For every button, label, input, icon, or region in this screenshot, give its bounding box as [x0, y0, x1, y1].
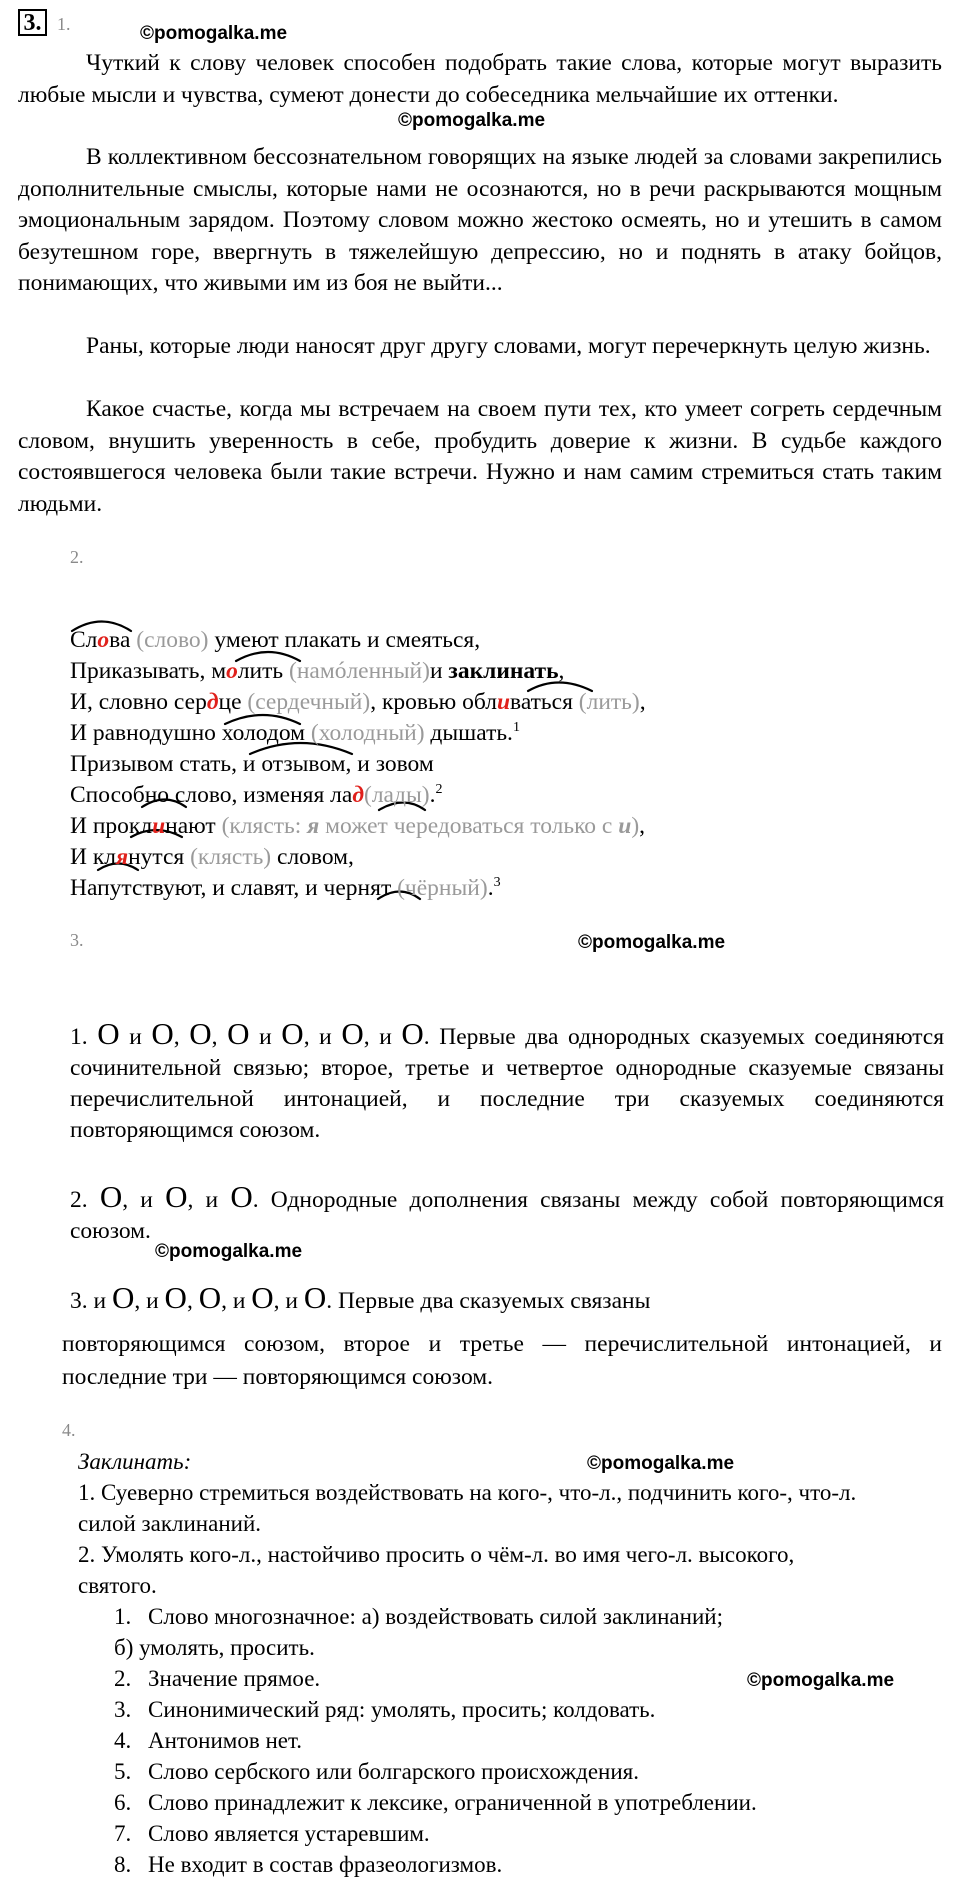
homogeneous-scheme [97, 1016, 430, 1051]
poem-text: И, словно сер [70, 689, 207, 715]
scheme-part: , [211, 1024, 228, 1050]
item-number: 2. [114, 1666, 132, 1691]
scheme-part: . [423, 1024, 430, 1050]
poem-text: . [487, 875, 494, 901]
scheme-part: и [93, 1288, 112, 1314]
item-text: Значение прямое. [148, 1666, 321, 1691]
section2-label: 2. [70, 547, 84, 567]
item-text: Синонимический ряд: умолять, просить; колдовать. [148, 1697, 656, 1722]
check-letter: и [618, 813, 632, 839]
paragraph-2: В коллективном бессознательном говорящих на языке людей за словами закрепились дополнительные смыслы, которые нами не осознаются, но в речи раскрываются мощным эмоциональным зарядом. Поэтому словом можно жестоко осмеять, но и утешить в самом безутешном горе, ввергнуть в тяжелейшую депрессию, но и поднять в атаку бойцов, понимающих, что живыми им из боя не выйти... [18, 144, 942, 296]
check-word: (клясть) [190, 844, 272, 870]
paragraph-1: Чуткий к слову человек способен подобрать такие слова, которые могут выразить любые мысли и чувства, сумеют донести до собеседника мельчайшие их оттенки. [18, 50, 942, 108]
poem-text: . [429, 782, 436, 808]
vowel-highlight: и [152, 813, 166, 839]
vowel-highlight: и [496, 689, 511, 715]
poem-text: ваться [510, 689, 579, 715]
footnote-mark: 1 [512, 720, 520, 736]
answer-number: 2. [70, 1187, 88, 1213]
poem-line-2 [70, 656, 646, 687]
poem-text: И кл [70, 844, 116, 870]
answer-number: 1. [70, 1024, 88, 1050]
paragraph-4: Какое счастье, когда мы встречаем на своем пути тех, кто умеет согреть сердечным словом, внушить уверенность в себе, пробудить доверие к жизни. В судьбе каждого состоявшегося человека были такие встречи. Нужно и нам самим стремиться стать таким людьми. [18, 396, 942, 517]
answer-1 [70, 1018, 944, 1146]
poem-text: Призывом стать, и отзывом, и зовом [70, 751, 434, 777]
scheme-part: О [303, 1280, 327, 1315]
scheme-part: О [189, 1016, 212, 1051]
scheme-part: О [341, 1016, 364, 1051]
item-text: Слово является устаревшим. [148, 1821, 430, 1846]
item-text: Антонимов нет. [148, 1728, 303, 1753]
scheme-part: О [401, 1016, 424, 1051]
scheme-part: , и [221, 1288, 252, 1314]
poem-line-6 [70, 780, 646, 811]
item-text: Слово сербского или болгарского происхождения. [148, 1759, 640, 1784]
vowel-highlight: я [116, 844, 129, 870]
item-number: 8. [114, 1852, 132, 1877]
homogeneous-scheme [99, 1179, 259, 1214]
watermark: ©pomogalka.me [587, 1453, 735, 1474]
poem-text: це [218, 689, 248, 715]
poem-text: Способно слово, изменяя ла [70, 782, 353, 808]
scheme-part: О [281, 1016, 304, 1051]
list-item [78, 1694, 878, 1725]
poem-text: лить [237, 658, 289, 684]
poem-line-5 [70, 749, 646, 780]
vowel-highlight: о [226, 658, 238, 684]
scheme-part: и [119, 1024, 152, 1050]
poem-text: Сл [70, 627, 98, 653]
poem-text: , [558, 658, 565, 684]
list-item [78, 1632, 878, 1663]
item-number: 6. [114, 1790, 132, 1815]
poem-text: словом, [271, 844, 354, 870]
consonant-highlight: д [206, 689, 219, 715]
answer-number: 3. [70, 1288, 88, 1314]
list-item [78, 1787, 878, 1818]
poem-line-8 [70, 842, 646, 873]
item-number: 1. [114, 1604, 132, 1629]
scheme-part: О [165, 1179, 188, 1214]
section3-label: 3. [70, 930, 84, 950]
scheme-part: О [198, 1280, 222, 1315]
item-number: 5. [114, 1759, 132, 1784]
poem [70, 625, 646, 904]
headword: Заклинать: [78, 1449, 192, 1474]
poem-text: нутся [128, 844, 191, 870]
scheme-part: , и [363, 1024, 402, 1050]
scheme-part: О [111, 1280, 135, 1315]
definition-2: 2. Умолять кого-л., настойчиво просить о чём-л. во имя чего-л. высокого, святого. [78, 1542, 795, 1598]
scheme-part: О [227, 1016, 250, 1051]
scheme-part: , и [303, 1024, 342, 1050]
scheme-part: О [99, 1179, 123, 1214]
scheme-part: , и [273, 1288, 304, 1314]
check-letter: я [307, 813, 320, 839]
section4 [78, 1446, 878, 1880]
item-number: 4. [114, 1728, 132, 1753]
bold-word: заклинать [448, 658, 559, 684]
check-word: (сердечный) [247, 689, 371, 715]
scheme-part: О [151, 1016, 174, 1051]
watermark: ©pomogalka.me [747, 1670, 895, 1691]
poem-text: , [639, 689, 646, 715]
consonant-highlight: д [352, 782, 364, 808]
list-item [78, 1725, 878, 1756]
scheme-part: О [97, 1016, 120, 1051]
poem-line-4 [70, 718, 646, 749]
watermark: ©pomogalka.me [140, 23, 288, 44]
answer-3-continuation: повторяющимся союзом, второе и третье — перечислительной интонацией, и последние три — повторяющимся союзом. [62, 1331, 942, 1390]
definition-1: 1. Суеверно стремиться воздействовать на кого-, что-л., подчинить кого-, что-л. силой заклинаний. [78, 1480, 857, 1536]
poem-line-3 [70, 687, 646, 718]
scheme-part: . [326, 1288, 333, 1314]
list-item [78, 1849, 878, 1880]
poem-text: нают [165, 813, 222, 839]
scheme-part: О [164, 1280, 187, 1315]
poem-text: и [429, 658, 449, 684]
analysis-list [78, 1601, 878, 1880]
scheme-part: . [252, 1187, 259, 1213]
answer-text: Первые два однородных сказуемых соединяются сочинительной связью; второе, третье и четвертое однородные сказуемые связаны перечислительной интонацией, и последние три сказуемых соединяются повторяющимся союзом. [70, 1024, 945, 1143]
item-number: 3. [114, 1697, 132, 1722]
vowel-highlight: о [97, 627, 110, 653]
homogeneous-scheme [93, 1280, 333, 1315]
footnote-mark: 3 [493, 875, 501, 891]
item-text: Слово многозначное: а) воздействовать силой заклинаний; [148, 1604, 723, 1629]
footnote-mark: 2 [435, 782, 443, 798]
list-item [78, 1601, 878, 1632]
check-word: (лить) [578, 689, 640, 715]
watermark: ©pomogalka.me [398, 110, 546, 131]
poem-text: Приказывать, м [70, 658, 227, 684]
scheme-part: и [249, 1024, 282, 1050]
check-word: ) [631, 813, 640, 839]
check-word: может чередоваться только с [319, 813, 619, 839]
scheme-part: О [230, 1179, 253, 1214]
poem-text: ва [109, 627, 137, 653]
answer-text: Однородные дополнения связаны между собой повторяющимся союзом. [70, 1187, 944, 1244]
section4-label: 4. [62, 1420, 76, 1440]
exercise-number: 3. [23, 10, 42, 36]
poem-line-9 [70, 873, 646, 904]
list-item [78, 1818, 878, 1849]
poem-text: умеют плакать и смеяться, [208, 627, 481, 653]
check-word: (холодный) [310, 720, 425, 746]
poem-line-1 [70, 625, 646, 656]
poem-text: И прокл [70, 813, 153, 839]
poem-text: , [639, 813, 646, 839]
section1-label: 1. [57, 14, 71, 34]
poem-text: дышать. [424, 720, 513, 746]
item-text: Не входит в состав фразеологизмов. [148, 1852, 503, 1877]
item-text: б) умолять, просить. [114, 1635, 315, 1660]
scheme-part: О [251, 1280, 274, 1315]
poem-text: Напутствуют, и славят, и чернят [70, 875, 398, 901]
answer-2 [70, 1181, 944, 1247]
scheme-part: , и [134, 1288, 165, 1314]
list-item [78, 1756, 878, 1787]
check-word: (лады) [364, 782, 430, 808]
check-word: (намóленный) [289, 658, 430, 684]
scheme-part: , [173, 1024, 190, 1050]
check-word: (клясть: [221, 813, 308, 839]
poem-line-7 [70, 811, 646, 842]
poem-text: , кровью обл [370, 689, 497, 715]
answer-text: Первые два сказуемых связаны [332, 1288, 651, 1314]
scheme-part: , и [122, 1187, 166, 1213]
check-word: (слово) [136, 627, 209, 653]
list-item [78, 1663, 878, 1694]
scheme-part: , [186, 1288, 199, 1314]
watermark: ©pomogalka.me [155, 1241, 303, 1262]
answer-3 [70, 1282, 944, 1317]
watermark: ©pomogalka.me [578, 932, 726, 953]
paragraph-3: Раны, которые люди наносят друг другу словами, могут перечеркнуть целую жизнь. [86, 333, 931, 359]
check-word: (чёрный) [397, 875, 488, 901]
item-number: 7. [114, 1821, 132, 1846]
item-text: Слово принадлежит к лексике, ограниченной в употреблении. [148, 1790, 757, 1815]
scheme-part: , и [187, 1187, 231, 1213]
poem-text: И равнодушно холодом [70, 720, 311, 746]
